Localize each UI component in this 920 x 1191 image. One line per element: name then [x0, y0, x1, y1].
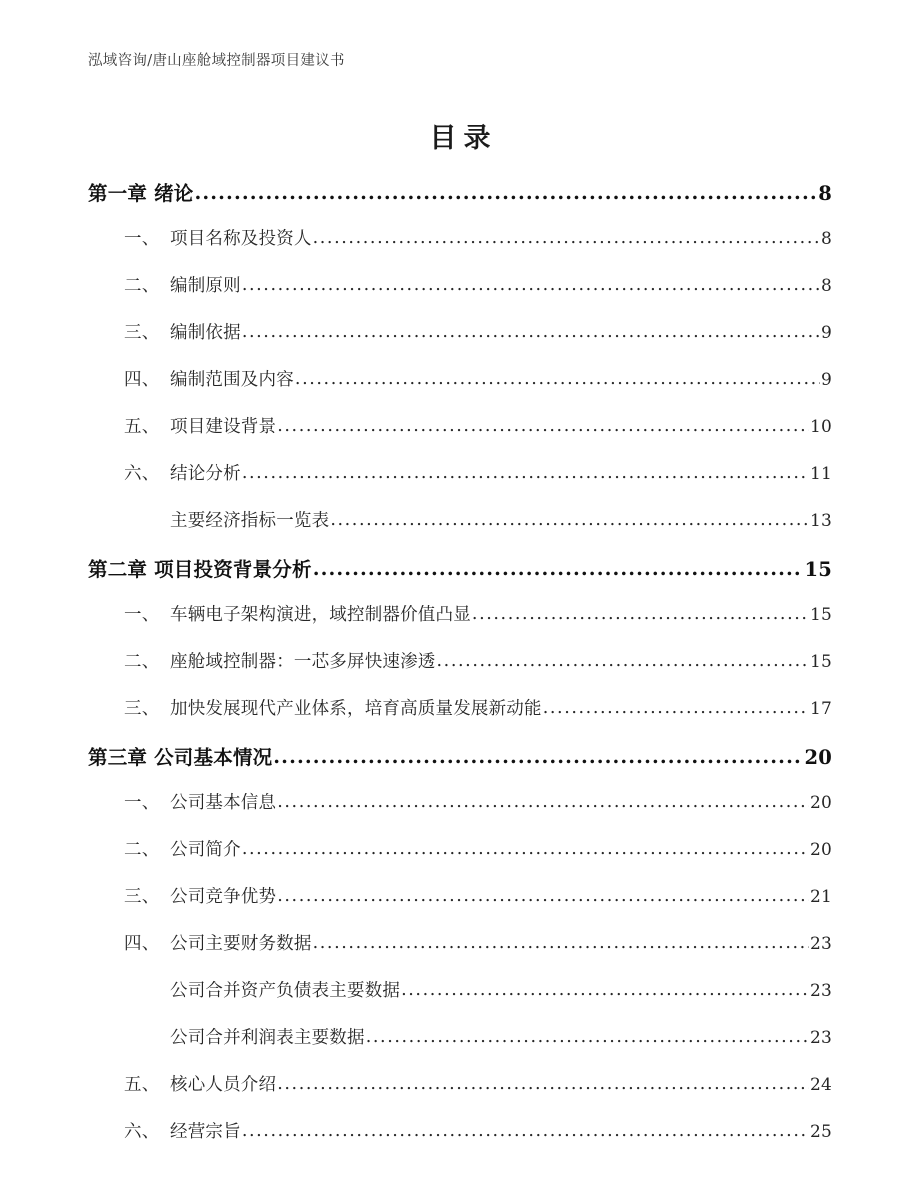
toc-dot-leader	[366, 1027, 809, 1047]
toc-entry[interactable]	[124, 225, 832, 272]
toc-entry-text: 项目投资背景分析	[154, 558, 312, 581]
toc-entry-text: 项目名称及投资人	[170, 229, 312, 249]
toc-entry-number: 三、	[124, 323, 160, 343]
toc-entry-label	[124, 883, 276, 908]
toc-entry-number: 一、	[124, 229, 160, 249]
toc-entry-number: 六、	[124, 464, 160, 484]
toc-entry[interactable]	[124, 1118, 832, 1165]
toc-dot-leader	[242, 322, 820, 342]
toc-entry[interactable]	[124, 930, 832, 977]
toc-entry-label	[124, 319, 241, 344]
toc-page-number: 20	[804, 746, 832, 769]
toc-entry-text: 车辆电子架构演进，域控制器价值凸显	[170, 605, 471, 625]
toc-dot-leader	[543, 698, 809, 718]
toc-entry-label	[124, 225, 312, 250]
toc-entry-number: 一、	[124, 605, 160, 625]
toc-entry-label	[124, 648, 436, 673]
toc-dot-leader	[242, 463, 809, 483]
toc-entry-label	[124, 601, 471, 626]
toc-entry[interactable]	[124, 695, 832, 742]
toc-entry[interactable]	[124, 507, 832, 554]
toc-page-number: 15	[809, 652, 832, 672]
toc-entry-label	[124, 977, 400, 1002]
toc-entry-label	[124, 1024, 365, 1049]
toc-entry-number: 四、	[124, 370, 160, 390]
toc-page-number: 10	[809, 417, 832, 437]
toc-dot-leader	[401, 980, 809, 1000]
toc-entry[interactable]	[124, 977, 832, 1024]
toc-entry-number: 二、	[124, 840, 160, 860]
toc-entry-label: 第三章 公司基本情况	[88, 746, 273, 769]
toc-dot-leader	[313, 933, 809, 953]
toc-entry-text: 编制范围及内容	[170, 370, 294, 390]
toc-entry-label	[124, 1071, 276, 1096]
toc-dot-leader	[313, 557, 804, 580]
toc-entry[interactable]	[124, 1071, 832, 1118]
toc-entry-text: 公司合并利润表主要数据	[170, 1028, 365, 1048]
toc-page-number: 23	[809, 981, 832, 1001]
page-title: 目录	[429, 123, 498, 154]
toc-page-number: 23	[809, 934, 832, 954]
toc-entry-number: 四、	[124, 934, 160, 954]
toc-dot-leader	[313, 228, 820, 248]
toc-entry[interactable]	[124, 366, 832, 413]
toc-entry[interactable]	[124, 1024, 832, 1071]
toc-entry-number: 六、	[124, 1122, 160, 1142]
table-of-contents	[0, 178, 920, 1165]
toc-page-number: 9	[820, 323, 832, 343]
toc-entry-label	[124, 695, 542, 720]
toc-page-number: 11	[809, 464, 832, 484]
toc-entry-text: 主要经济指标一览表	[170, 511, 330, 531]
toc-dot-leader	[242, 839, 809, 859]
toc-entry-label	[124, 413, 276, 438]
toc-entry-number: 五、	[124, 417, 160, 437]
toc-entry[interactable]	[124, 883, 832, 930]
toc-dot-leader	[437, 651, 809, 671]
toc-entry-label	[124, 836, 241, 861]
toc-entry-text: 座舱域控制器：一芯多屏快速渗透	[170, 652, 436, 672]
toc-entry-text: 绪论	[154, 182, 194, 205]
toc-page-number: 17	[809, 699, 832, 719]
toc-page-number: 20	[809, 793, 832, 813]
toc-entry-text: 公司简介	[170, 840, 241, 860]
toc-entry-label	[124, 507, 329, 532]
toc-entry[interactable]	[124, 789, 832, 836]
toc-entry[interactable]	[88, 742, 832, 789]
toc-dot-leader	[242, 275, 820, 295]
toc-dot-leader	[472, 604, 809, 624]
page-header: 泓域咨询/唐山座舱域控制器项目建议书	[88, 53, 345, 69]
toc-page-number: 21	[809, 887, 832, 907]
toc-entry[interactable]	[124, 413, 832, 460]
toc-dot-leader	[277, 416, 809, 436]
toc-entry-text: 编制原则	[170, 276, 241, 296]
toc-dot-leader	[195, 181, 818, 204]
toc-entry[interactable]	[124, 648, 832, 695]
toc-entry-text: 公司合并资产负债表主要数据	[170, 981, 401, 1001]
toc-entry-number: 一、	[124, 793, 160, 813]
toc-entry[interactable]	[124, 272, 832, 319]
toc-page-number: 15	[809, 605, 832, 625]
toc-page-number: 9	[820, 370, 832, 390]
toc-entry-label	[124, 1118, 241, 1143]
toc-entry-label	[124, 272, 241, 297]
toc-entry-label	[124, 460, 241, 485]
toc-entry-text: 公司竞争优势	[170, 887, 277, 907]
toc-page-number: 8	[820, 229, 832, 249]
toc-entry-label	[124, 930, 312, 955]
toc-page-number: 24	[809, 1075, 832, 1095]
toc-entry[interactable]	[124, 460, 832, 507]
toc-entry-label: 第二章 项目投资背景分析	[88, 558, 312, 581]
toc-entry-number: 五、	[124, 1075, 160, 1095]
toc-dot-leader	[330, 510, 809, 530]
toc-entry-text: 结论分析	[170, 464, 241, 484]
toc-page-number: 25	[809, 1122, 832, 1142]
toc-entry-label	[124, 789, 276, 814]
toc-entry-text: 加快发展现代产业体系，培育高质量发展新动能	[170, 699, 542, 719]
toc-entry-text: 公司基本信息	[170, 793, 277, 813]
toc-entry-text: 编制依据	[170, 323, 241, 343]
toc-dot-leader	[277, 792, 809, 812]
toc-dot-leader	[273, 745, 803, 768]
toc-entry[interactable]	[124, 319, 832, 366]
toc-dot-leader	[277, 1074, 809, 1094]
toc-page-number: 20	[809, 840, 832, 860]
toc-dot-leader	[295, 369, 820, 389]
toc-dot-leader	[277, 886, 809, 906]
toc-entry-number: 三、	[124, 699, 160, 719]
toc-page-number: 8	[820, 276, 832, 296]
toc-page-number: 23	[809, 1028, 832, 1048]
toc-entry[interactable]	[124, 601, 832, 648]
toc-page-number: 15	[804, 558, 832, 581]
toc-entry-text: 核心人员介绍	[170, 1075, 277, 1095]
toc-entry[interactable]	[88, 554, 832, 601]
toc-entry-number: 二、	[124, 652, 160, 672]
toc-entry-label: 第一章 绪论	[88, 182, 194, 205]
toc-entry-text: 公司主要财务数据	[170, 934, 312, 954]
toc-entry-text: 经营宗旨	[170, 1122, 241, 1142]
toc-entry-label	[124, 366, 294, 391]
toc-entry-number: 二、	[124, 276, 160, 296]
toc-page-number: 13	[809, 511, 832, 531]
toc-entry-text: 项目建设背景	[170, 417, 277, 437]
toc-entry[interactable]	[88, 178, 832, 225]
toc-entry-text: 公司基本情况	[154, 746, 273, 769]
toc-dot-leader	[242, 1121, 809, 1141]
toc-entry[interactable]	[124, 836, 832, 883]
toc-entry-number: 三、	[124, 887, 160, 907]
toc-page-number: 8	[818, 182, 832, 205]
